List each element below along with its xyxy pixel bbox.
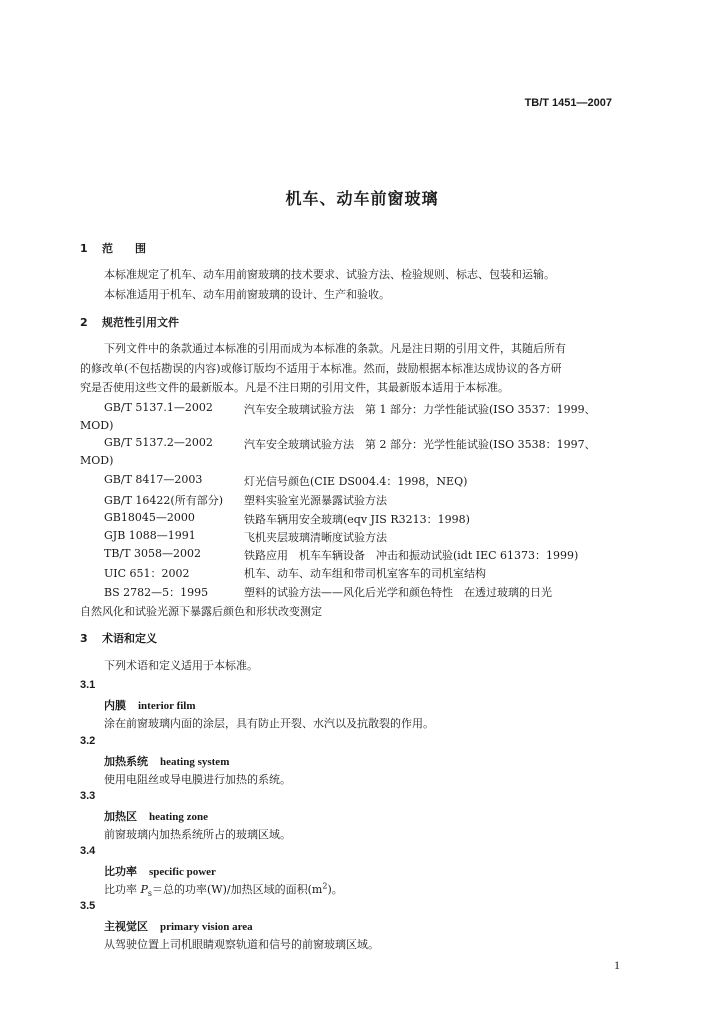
- term-chinese: 加热系统: [104, 755, 148, 768]
- term-definition: 使用电阻丝或导电膜进行加热的系统。: [104, 773, 291, 786]
- reference-code: TB/T 3058—2002: [104, 547, 201, 560]
- term-english: heating system: [160, 756, 230, 768]
- reference-title: 铁路应用 机车车辆设备 冲击和振动试验(idt IEC 61373：1999): [244, 549, 579, 562]
- def-formula: ＝总的功率(W)/加热区域的面积(m: [152, 883, 323, 896]
- term-english: specific power: [149, 866, 216, 878]
- section-2-intro-line-2: 的修改单(不包括勘误的内容)或修订版均不适用于本标准。然而，鼓励根据本标准达成协议的各方研: [80, 362, 562, 375]
- reference-title: 汽车安全玻璃试验方法 第 2 部分：光学性能试验(ISO 3538：1997、: [244, 438, 596, 451]
- reference-code: GB/T 16422(所有部分): [104, 494, 223, 507]
- reference-title-continuation: MOD): [80, 419, 114, 432]
- section-2-intro-line-1: 下列文件中的条款通过本标准的引用而成为本标准的条款。凡是注日期的引用文件，其随后所有: [104, 342, 566, 355]
- section-title: 规范性引用文件: [102, 316, 179, 329]
- term-chinese: 加热区: [104, 810, 137, 823]
- section-3-heading: [80, 630, 157, 646]
- term-definition: 从驾驶位置上司机眼睛观察轨道和信号的前窗玻璃区域。: [104, 938, 379, 951]
- term-chinese: 内膜: [104, 699, 126, 712]
- reference-code: GB18045—2000: [104, 511, 195, 524]
- term-english: primary vision area: [160, 921, 253, 933]
- term-heading: [104, 753, 229, 769]
- term-heading: [104, 697, 196, 713]
- term-number: 3.3: [80, 790, 96, 802]
- reference-title: 灯光信号颜色(CIE DS004.4：1998，NEQ): [244, 475, 468, 488]
- section-1-para-2: 本标准适用于机车、动车用前窗玻璃的设计、生产和验收。: [104, 288, 390, 301]
- section-title: 范 围: [102, 242, 146, 255]
- term-chinese: 比功率: [104, 865, 137, 878]
- section-2-heading: [80, 314, 179, 330]
- reference-title: 汽车安全玻璃试验方法 第 1 部分：力学性能试验(ISO 3537：1999、: [244, 403, 596, 416]
- term-number: 3.4: [80, 845, 96, 857]
- term-definition: [104, 881, 343, 898]
- section-2-intro-line-3: 究是否使用这些文件的最新版本。凡是不注日期的引用文件，其最新版本适用于本标准。: [80, 381, 509, 394]
- reference-title-continuation: MOD): [80, 454, 114, 467]
- def-prefix: 比功率: [104, 883, 141, 896]
- reference-title: 机车、动车、动车组和带司机室客车的司机室结构: [244, 567, 486, 580]
- reference-code: GB/T 5137.1—2002: [104, 401, 213, 414]
- section-title: 术语和定义: [102, 632, 157, 645]
- reference-title: 塑料实验室光源暴露试验方法: [244, 494, 387, 507]
- unit-superscript: 2: [322, 881, 328, 891]
- section-number: 3: [80, 632, 88, 645]
- section-number: 1: [80, 242, 88, 255]
- power-variable: P: [140, 883, 148, 896]
- term-english: heating zone: [149, 811, 208, 823]
- term-number: 3.5: [80, 900, 96, 912]
- term-chinese: 主视觉区: [104, 920, 148, 933]
- reference-code: BS 2782—5：1995: [104, 586, 209, 599]
- section-3-intro: 下列术语和定义适用于本标准。: [104, 659, 258, 672]
- reference-title: 飞机夹层玻璃清晰度试验方法: [244, 531, 387, 544]
- term-english: interior film: [138, 700, 196, 712]
- reference-code: GB/T 5137.2—2002: [104, 436, 213, 449]
- reference-title: 铁路车辆用安全玻璃(eqv JIS R3213：1998): [244, 513, 470, 526]
- term-heading: [104, 918, 253, 934]
- section-1-para-1: 本标准规定了机车、动车用前窗玻璃的技术要求、试验方法、检验规则、标志、包装和运输。: [104, 268, 555, 281]
- def-ending: )。: [327, 883, 343, 896]
- term-number: 3.1: [80, 679, 96, 691]
- page-number: 1: [614, 958, 620, 972]
- reference-title-continuation: 自然风化和试验光源下暴露后颜色和形状改变测定: [80, 605, 322, 618]
- term-heading: [104, 808, 208, 824]
- section-number: 2: [80, 316, 88, 329]
- reference-title: 塑料的试验方法——风化后光学和颜色特性 在透过玻璃的日光: [244, 586, 552, 599]
- reference-code: GB/T 8417—2003: [104, 473, 203, 486]
- reference-code: UIC 651：2002: [104, 567, 190, 580]
- standard-code: TB/T 1451—2007: [524, 97, 612, 109]
- term-heading: [104, 863, 216, 879]
- reference-code: GJB 1088—1991: [104, 529, 196, 542]
- term-number: 3.2: [80, 735, 96, 747]
- term-definition: 前窗玻璃内加热系统所占的玻璃区域。: [104, 828, 291, 841]
- variable-subscript: s: [147, 889, 153, 899]
- term-definition: 涂在前窗玻璃内面的涂层，具有防止开裂、水汽以及抗散裂的作用。: [104, 717, 434, 730]
- section-1-heading: [80, 240, 146, 256]
- document-title: 机车、动车前窗玻璃: [285, 189, 439, 208]
